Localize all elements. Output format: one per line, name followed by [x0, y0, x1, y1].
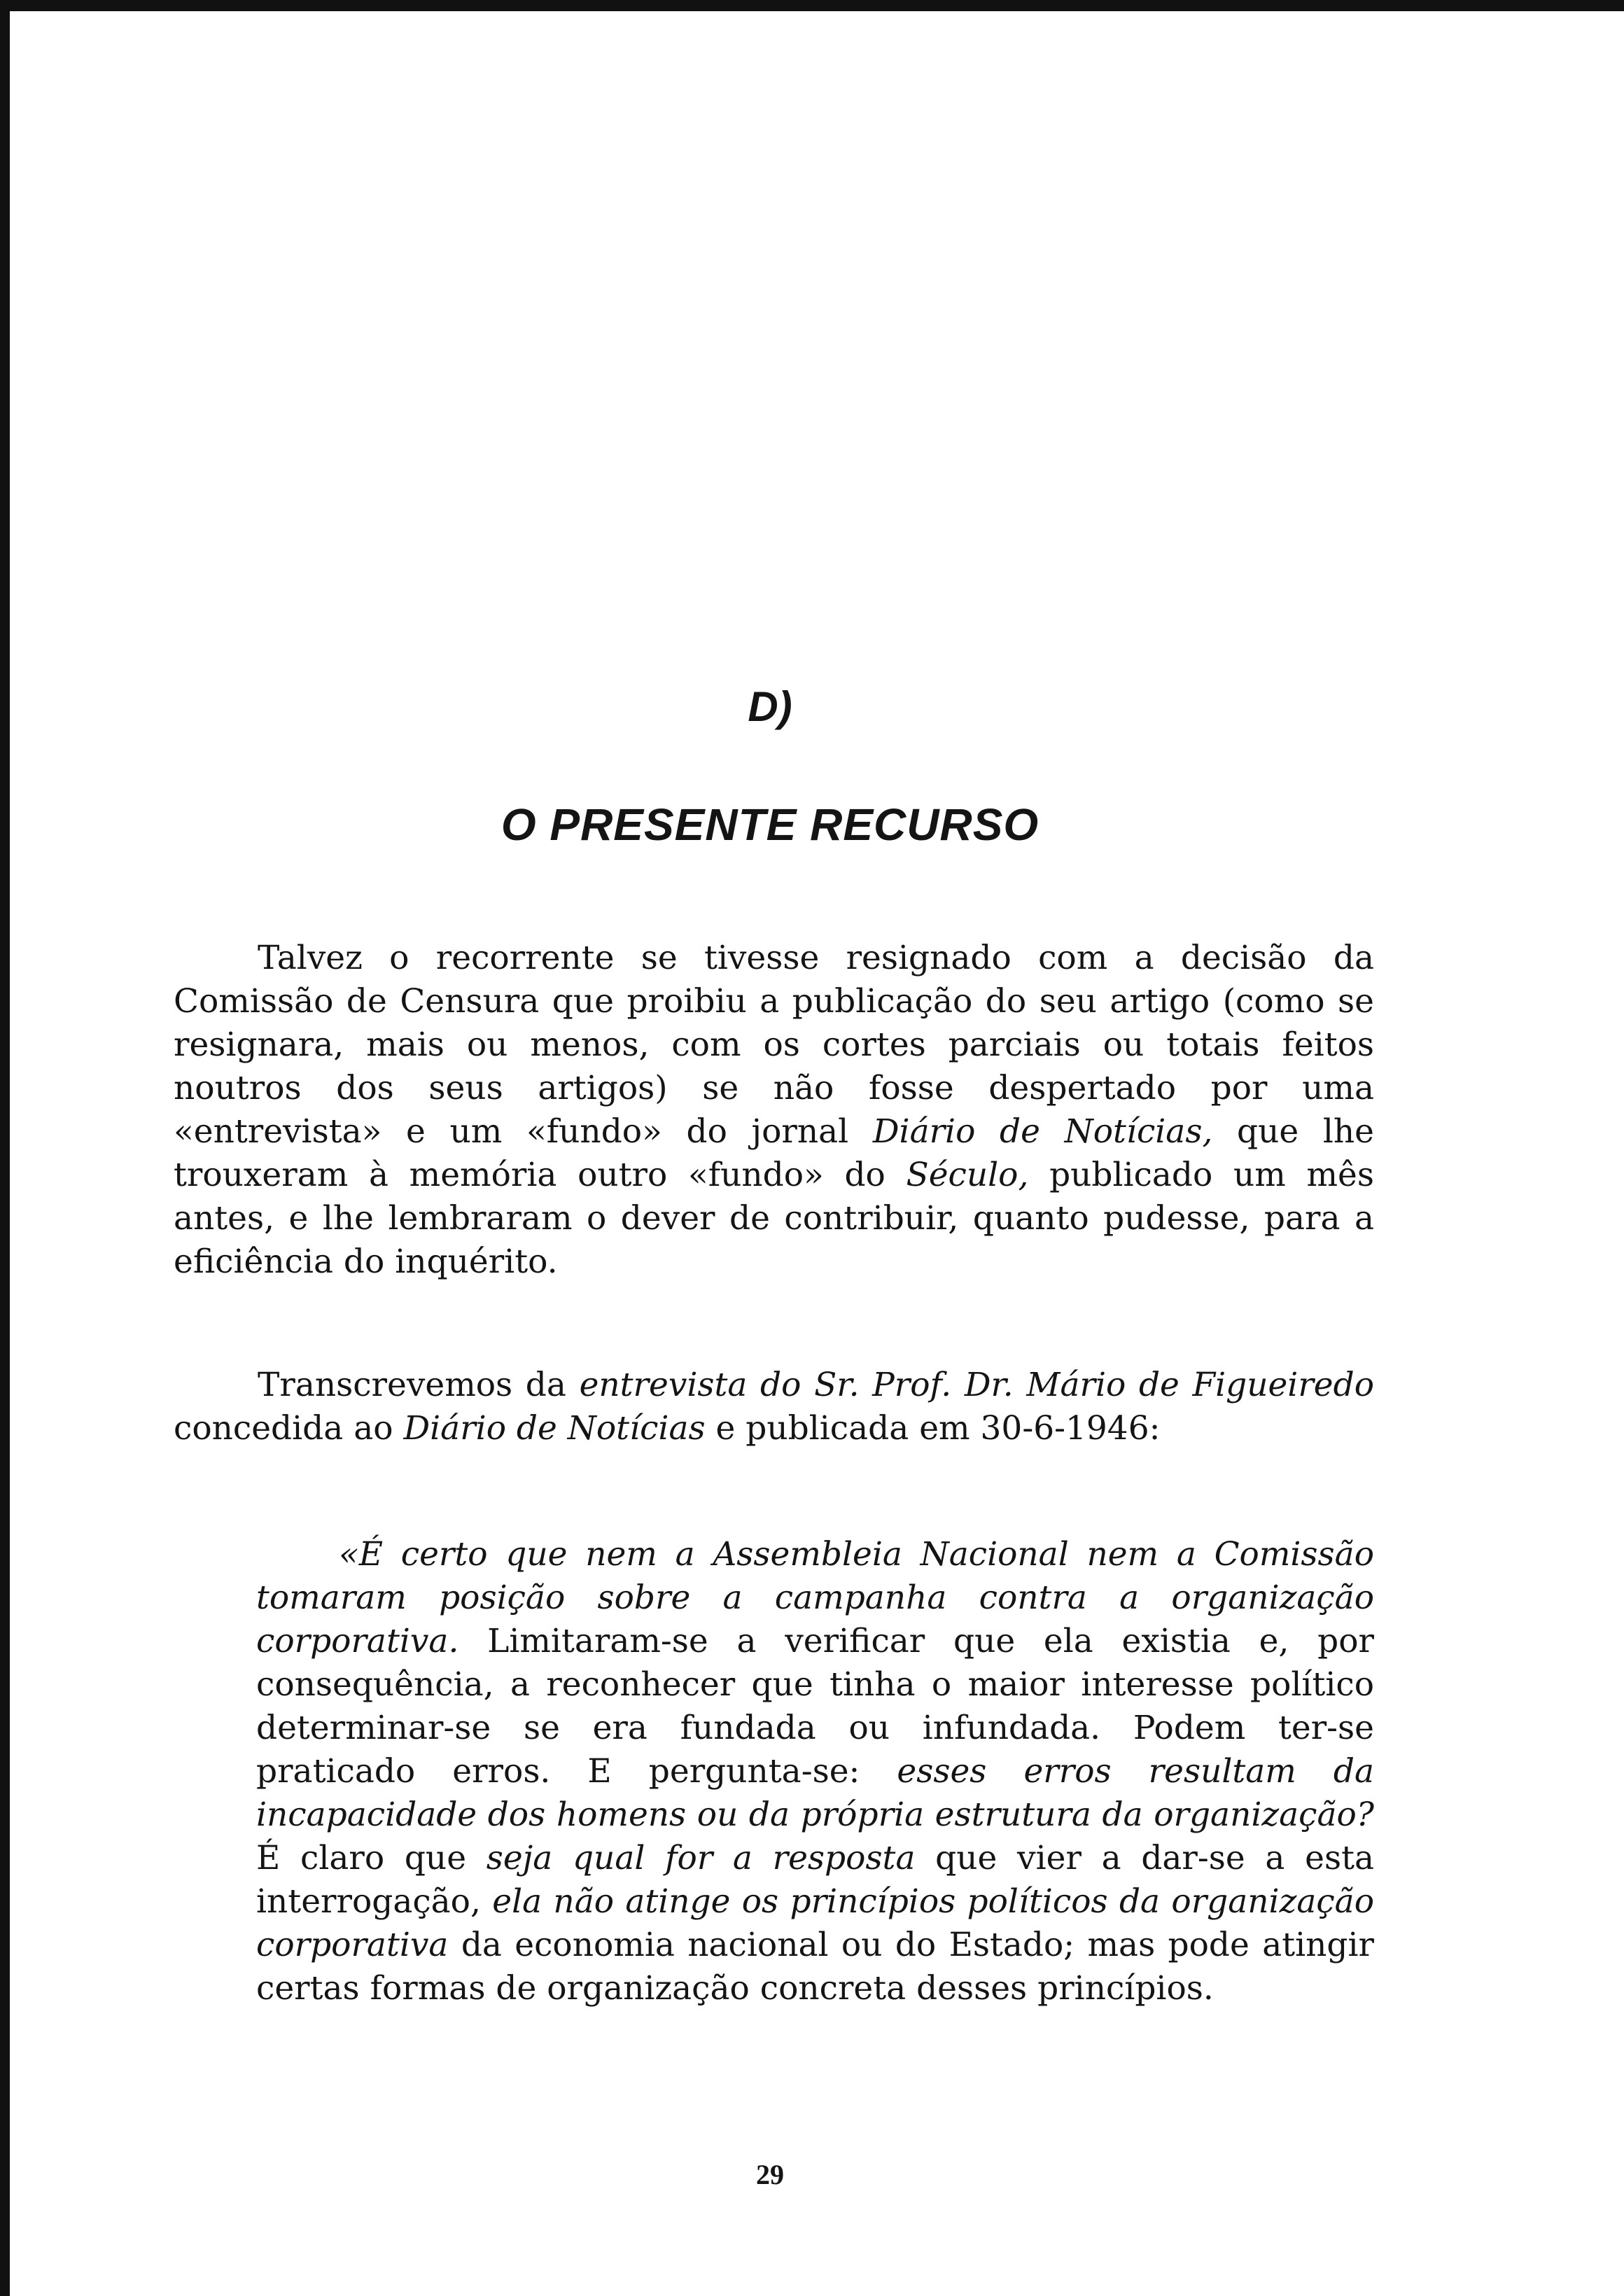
paragraph-2	[174, 1364, 1374, 1450]
quote-text-4: da economia nacional ou do Estado; mas pode atingir certas formas de organização concreta desses princípios.	[256, 1926, 1374, 2008]
newspaper-name-diario-2: Diário de Notícias	[403, 1409, 706, 1448]
paragraph-2-text-3: e publicada em 30-6-1946:	[705, 1409, 1161, 1448]
quote-italic-3: seja qual for a resposta	[486, 1839, 916, 1877]
quote-text-2: É claro que	[256, 1839, 486, 1877]
block-quote	[256, 1533, 1374, 2010]
section-title: O PRESENTE RECURSO	[500, 799, 1040, 850]
quote-italic-1: «É certo que nem a Assembleia Nacional nem a Comissão tomaram posição sobre a campanha contra a organização corporativa.	[256, 1535, 1374, 1660]
paragraph-1-text-1: Talvez o recorrente se tivesse resignado com a decisão da Comissão de Censura que proibiu a publicação do seu artigo (como se resignara, mais ou menos, com os cortes parciais ou totais feitos noutros dos seus artigos) se não fosse despertado por uma «entrevista» e um «fundo» do jornal	[174, 939, 1374, 1151]
interview-reference: entrevista do Sr. Prof. Dr. Mário de Figueiredo	[579, 1366, 1374, 1404]
paragraph-2-text-1: Transcrevemos da	[258, 1366, 580, 1404]
paragraph-1	[174, 937, 1374, 1284]
newspaper-name-diario: Diário de Notícias,	[872, 1112, 1213, 1151]
section-letter: D)	[748, 683, 792, 730]
paragraph-2-text-2: concedida ao	[174, 1409, 404, 1448]
newspaper-name-seculo: Século,	[906, 1156, 1029, 1194]
page-number: 29	[756, 2159, 784, 2190]
quote-text-1: Limitaram-se a verificar que ela existia e, por consequência, a reconhecer que tinha o maior interesse político determinar-se se era fundada ou infundada. Podem ter-se praticado erros. E pergunta-se:	[256, 1622, 1374, 1791]
quote-text-3: que vier a dar-se a esta interrogação,	[256, 1839, 1374, 1921]
quote-italic-2: esses erros resultam da incapacidade dos homens ou da própria estrutura da organização?	[256, 1752, 1374, 1834]
paragraph-1-text-3: publicado um mês antes, e lhe lembraram o dever de contribuir, quanto pudesse, para a eficiência do inquérito.	[174, 1156, 1374, 1281]
quote-italic-4: ela não atinge os princípios políticos da organização corporativa	[256, 1882, 1374, 1964]
paragraph-1-text-2: que lhe trouxeram à memória outro «fundo» do	[174, 1112, 1374, 1194]
